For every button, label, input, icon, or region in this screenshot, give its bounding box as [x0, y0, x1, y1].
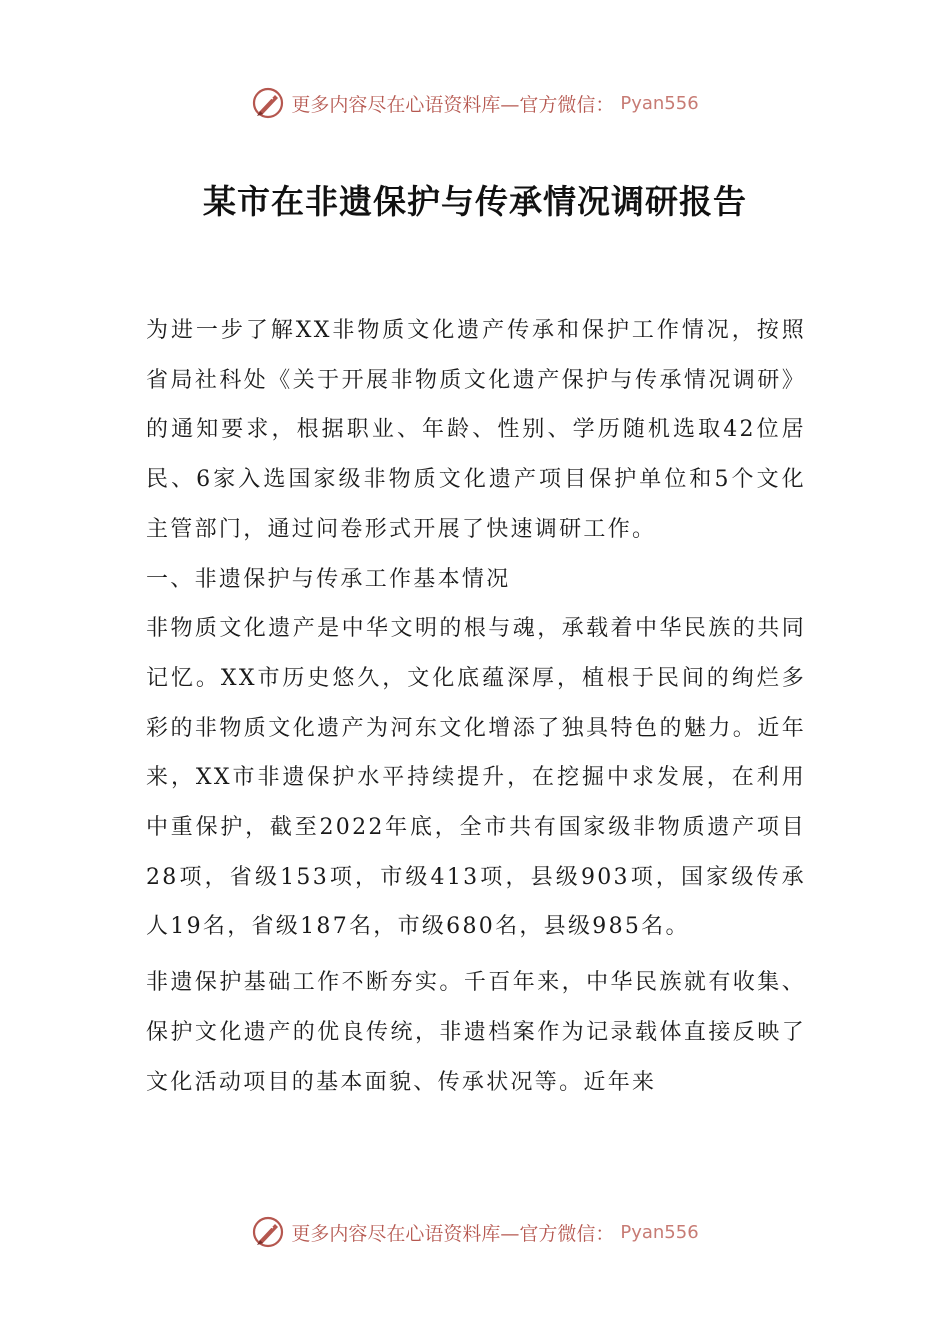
pen-logo-icon [251, 86, 285, 120]
watermark-text: 更多内容尽在心语资料库—官方微信： [291, 1222, 615, 1245]
document-body [146, 306, 806, 1107]
body-paragraph: 非遗保护基础工作不断夯实。千百年来，中华民族就有收集、保护文化遗产的优良传统，非遗档案作为记录载体直接反映了文化活动项目的基本面貌、传承状况等。近年来 [146, 970, 806, 1095]
watermark-header [0, 86, 950, 120]
pen-logo-icon [251, 1215, 285, 1249]
watermark-wechat-id: Pyan556 [620, 92, 699, 114]
intro-paragraph: 为进一步了解XX非物质文化遗产传承和保护工作情况，按照省局社科处《关于开展非物质文化遗产保护与传承情况调研》的通知要求，根据职业、年龄、性别、学历随机选取42位居民、6家入选国家级非物质文化遗产项目保护单位和5个文化主管部门，通过问卷形式开展了快速调研工作。 [146, 318, 806, 542]
watermark-footer [0, 1215, 950, 1249]
document-title: 某市在非遗保护与传承情况调研报告 [203, 182, 747, 221]
watermark-text: 更多内容尽在心语资料库—官方微信： [291, 93, 615, 116]
body-paragraph: 非物质文化遗产是中华文明的根与魂，承载着中华民族的共同记忆。XX市历史悠久，文化底蕴深厚，植根于民间的绚烂多彩的非物质文化遗产为河东文化增添了独具特色的魅力。近年来，XX市非遗保护水平持续提升，在挖掘中求发展，在利用中重保护，截至2022年底，全市共有国家级非物质遗产项目28项，省级153项，市级413项，县级903项，国家级传承人19名，省级187名，市级680名，县级985名。 [146, 616, 806, 940]
section-heading: 一、非遗保护与传承工作基本情况 [146, 566, 511, 592]
watermark-wechat-id: Pyan556 [620, 1221, 699, 1243]
